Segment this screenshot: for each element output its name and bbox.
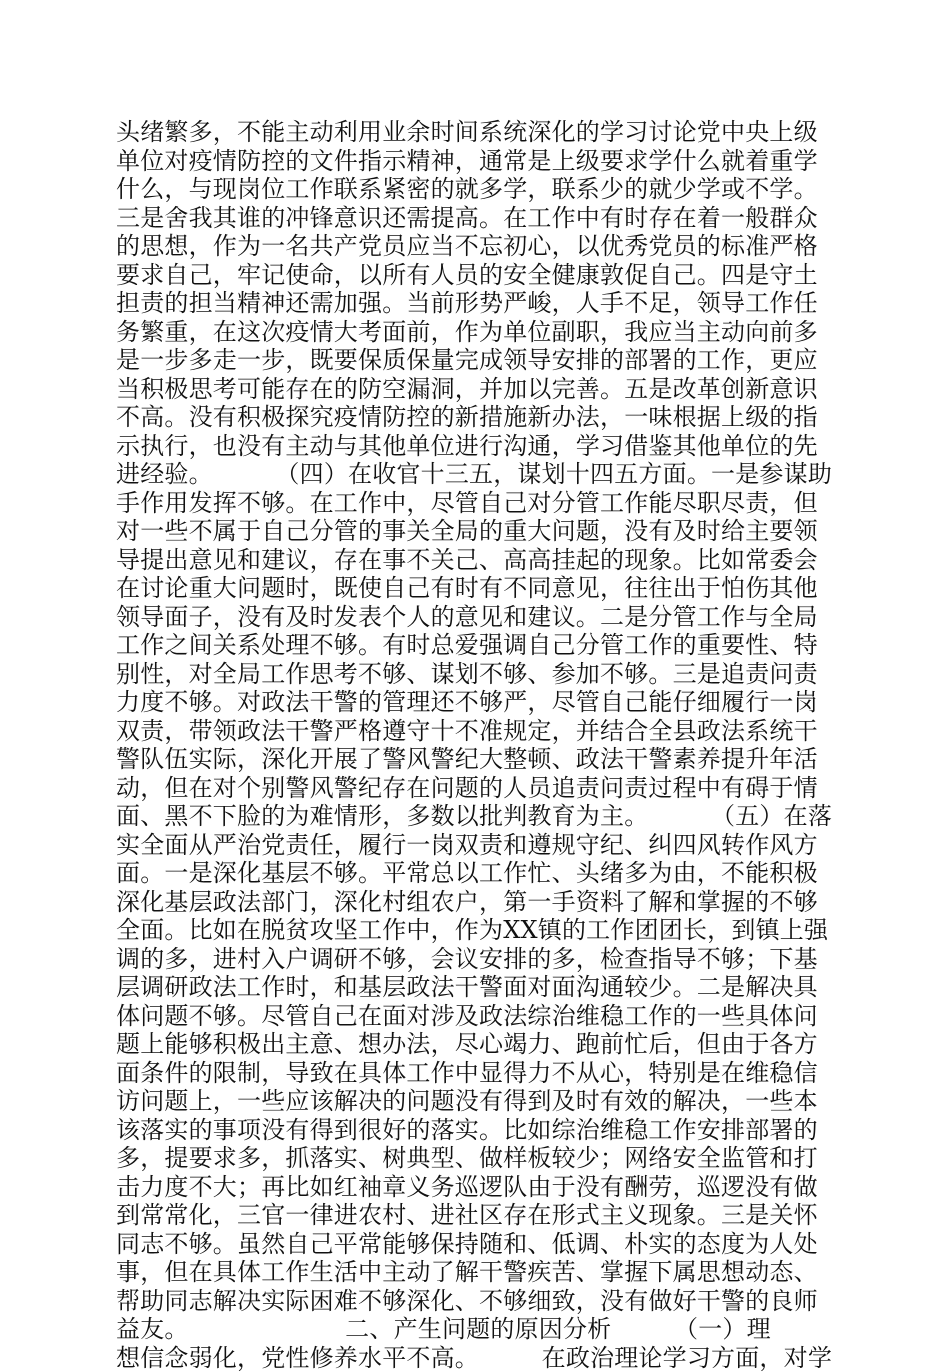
text-line: 动，但在对个别警风警纪存在问题的人员追责问责过程中有碍于情 <box>116 774 836 803</box>
text-line: 该落实的事项没有得到很好的落实。比如综治维稳工作安排部署的 <box>116 1116 836 1145</box>
text-line: 面、黑不下脸的为难情形，多数以批判教育为主。 （五）在落 <box>116 802 836 831</box>
text-line: 别性，对全局工作思考不够、谋划不够、参加不够。三是追责问责 <box>116 660 836 689</box>
text-line: 领导面子，没有及时发表个人的意见和建议。二是分管工作与全局 <box>116 603 836 632</box>
text-line: 访问题上，一些应该解决的问题没有得到及时有效的解决，一些本 <box>116 1087 836 1116</box>
text-line: 当积极思考可能存在的防空漏洞，并加以完善。五是改革创新意识 <box>116 375 836 404</box>
text-line: 体问题不够。尽管自己在面对涉及政法综治维稳工作的一些具体问 <box>116 1002 836 1031</box>
text-line: 想信念弱化，党性修养水平不高。 在政治理论学习方面，对学 <box>116 1344 836 1372</box>
text-line: 警队伍实际，深化开展了警风警纪大整顿、政法干警素养提升年活 <box>116 745 836 774</box>
text-line: 手作用发挥不够。在工作中，尽管自己对分管工作能尽职尽责，但 <box>116 489 836 518</box>
text-line: 题上能够积极出主意、想办法，尽心竭力、跑前忙后，但由于各方 <box>116 1030 836 1059</box>
text-line: 单位对疫情防控的文件指示精神，通常是上级要求学什么就着重学 <box>116 147 836 176</box>
text-line: 对一些不属于自己分管的事关全局的重大问题，没有及时给主要领 <box>116 517 836 546</box>
text-line: 工作之间关系处理不够。有时总爱强调自己分管工作的重要性、特 <box>116 631 836 660</box>
text-line: 导提出意见和建议，存在事不关己、高高挂起的现象。比如常委会 <box>116 546 836 575</box>
text-line: 益友。 二、产生问题的原因分析 （一）理 <box>116 1315 836 1344</box>
text-line: 是一步多走一步，既要保质保量完成领导安排的部署的工作，更应 <box>116 346 836 375</box>
text-line: 担责的担当精神还需加强。当前形势严峻，人手不足，领导工作任 <box>116 289 836 318</box>
text-line: 的思想，作为一名共产党员应当不忘初心，以优秀党员的标准严格 <box>116 232 836 261</box>
text-line: 务繁重，在这次疫情大考面前，作为单位副职，我应当主动向前多 <box>116 318 836 347</box>
text-line: 示执行，也没有主动与其他单位进行沟通，学习借鉴其他单位的先 <box>116 432 836 461</box>
text-line: 要求自己，牢记使命，以所有人员的安全健康敦促自己。四是守土 <box>116 261 836 290</box>
text-line: 在讨论重大问题时，既使自己有时有不同意见，往往出于怕伤其他 <box>116 574 836 603</box>
text-line: 头绪繁多，不能主动利用业余时间系统深化的学习讨论党中央上级 <box>116 118 836 147</box>
text-line: 帮助同志解决实际困难不够深化、不够细致，没有做好干警的良师 <box>116 1287 836 1316</box>
text-line: 进经验。 （四）在收官十三五，谋划十四五方面。一是参谋助 <box>116 460 836 489</box>
text-line: 到常常化，三官一律进农村、进社区存在形式主义现象。三是关怀 <box>116 1201 836 1230</box>
text-line: 双责，带领政法干警严格遵守十不准规定，并结合全县政法系统干 <box>116 717 836 746</box>
text-line: 不高。没有积极探究疫情防控的新措施新办法，一味根据上级的指 <box>116 403 836 432</box>
text-line: 事，但在具体工作生活中主动了解干警疾苦、掌握下属思想动态、 <box>116 1258 836 1287</box>
text-line: 层调研政法工作时，和基层政法干警面对面沟通较少。二是解决具 <box>116 973 836 1002</box>
text-line: 击力度不大；再比如红袖章义务巡逻队由于没有酬劳，巡逻没有做 <box>116 1173 836 1202</box>
text-line: 什么，与现岗位工作联系紧密的就多学，联系少的就少学或不学。 <box>116 175 836 204</box>
text-line: 三是舍我其谁的冲锋意识还需提高。在工作中有时存在着一般群众 <box>116 204 836 233</box>
text-line: 深化基层政法部门，深化村组农户，第一手资料了解和掌握的不够 <box>116 888 836 917</box>
text-line: 力度不够。对政法干警的管理还不够严，尽管自己能仔细履行一岗 <box>116 688 836 717</box>
text-line: 全面。比如在脱贫攻坚工作中，作为XX镇的工作团团长，到镇上强 <box>116 916 836 945</box>
text-line: 面。一是深化基层不够。平常总以工作忙、头绪多为由，不能积极 <box>116 859 836 888</box>
document-body <box>116 118 836 1372</box>
text-line: 同志不够。虽然自己平常能够保持随和、低调、朴实的态度为人处 <box>116 1230 836 1259</box>
text-line: 面条件的限制，导致在具体工作中显得力不从心，特别是在维稳信 <box>116 1059 836 1088</box>
text-line: 多，提要求多，抓落实、树典型、做样板较少；网络安全监管和打 <box>116 1144 836 1173</box>
text-line: 调的多，进村入户调研不够，会议安排的多，检查指导不够；下基 <box>116 945 836 974</box>
text-line: 实全面从严治党责任，履行一岗双责和遵规守纪、纠四风转作风方 <box>116 831 836 860</box>
